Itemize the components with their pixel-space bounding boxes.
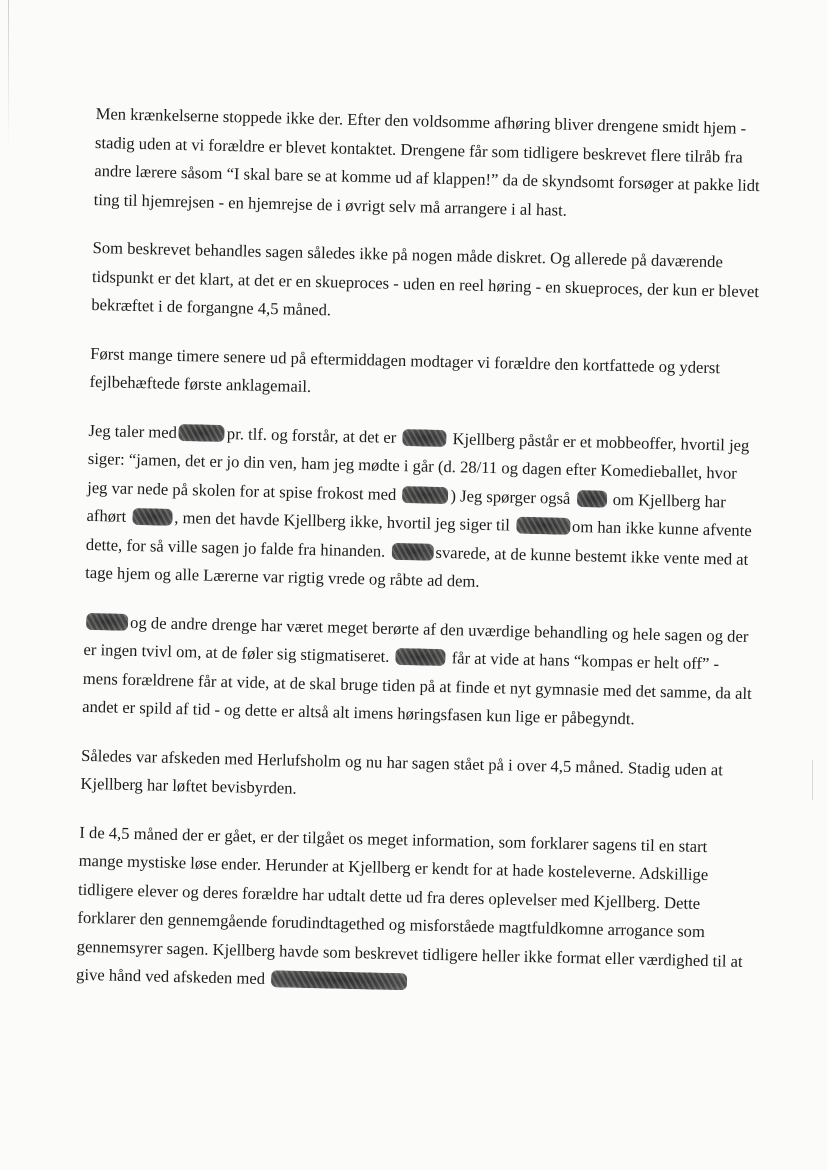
- redaction-mark: [516, 517, 570, 535]
- paragraph-2: Som beskrevet behandles sagen således ikke på nogen måde diskret. Og allerede på daværende tidspunkt er det klart, at det er en skueproces - uden en reel høring - en skueproces, der kun er blevet bekræftet i de forgangne 4,5 måned.: [91, 237, 760, 320]
- paragraph-5: [82, 607, 754, 736]
- redaction-mark: [395, 648, 445, 666]
- p4-text-7: om han ikke kunne afvente dette, for så ville sagen jo falde fra hinanden.: [85, 516, 752, 561]
- redaction-mark: [271, 970, 407, 990]
- p5-text-2: får at vide at hans “kompas er helt off” - mens forældrene får at vide, at de skal bruge tiden på at finde et nyt gymnasie med det samme, da alt andet er spild af tid - og dette er altså alt imens høringsfasen kun lige er påbegyndt.: [82, 648, 752, 729]
- paragraph-7: [76, 818, 750, 1004]
- p4-text-5: om Kjellberg har afhørt: [86, 489, 726, 526]
- p4-text-1: Jeg taler med: [88, 420, 178, 442]
- redaction-mark: [391, 542, 433, 560]
- p7-text: I de 4,5 måned der er gået, er der tilgået os meget information, som forklarer sagens til en start mange mystiske løse ender. Herunder at Kjellberg er kendt for at hade kosteleverne. Adskillige tidligere elever og deres forældre har udtalt dette ud fra deres oplevelser med Kjellberg. Dette forklarer den gennemgående forudindtagethed og misforståede magtfuldkomne arrogance som gennemsyrer sagen. Kjellberg havde som beskrevet tidligere heller ikke format eller værdighed til at give hånd ved afskeden med: [75, 822, 743, 989]
- p4-text-4: ) Jeg spørger også: [450, 485, 571, 508]
- redaction-mark: [179, 423, 225, 441]
- scan-edge-mark: [812, 760, 813, 800]
- scan-edge-shadow: [8, 0, 9, 150]
- redaction-mark: [402, 429, 446, 447]
- p4-text-3: Kjellberg påstår er et mobbeoffer, hvortil jeg siger: “jamen, det er jo din ven, ham jeg mødte i går (d. 28/11 og dagen efter Komedieballet, hvor jeg var nede på skolen for at spise frokost med: [87, 428, 750, 504]
- p4-text-2: pr. tlf. og forstår, at det er: [226, 423, 397, 447]
- redaction-mark: [86, 612, 128, 630]
- paragraph-6: Således var afskeden med Herlufsholm og nu har sagen stået på i over 4,5 måned. Stadig uden at Kjellberg har løftet bevisbyrden.: [80, 745, 724, 798]
- redaction-mark: [132, 508, 172, 526]
- paragraph-4: [85, 416, 759, 602]
- p5-text-1: og de andre drenge har været meget berørte af den uværdige behandling og hele sagen og der er ingen tvivl om, at de føler sig stigmatiseret.: [83, 612, 749, 666]
- paragraph-3: Først mange timere senere ud på eftermiddagen modtager vi forældre den kortfattede og yderst fejlbehæftede første anklagemail.: [89, 343, 721, 396]
- p4-text-6: , men det havde Kjellberg ikke, hvortil jeg siger til: [174, 507, 511, 535]
- p4-text-8: svarede, at de kunne bestemt ikke vente med at tage hjem og alle Lærerne var rigtig vrede og råbte ad dem.: [85, 542, 749, 591]
- redaction-mark: [402, 486, 448, 504]
- document-body: [75, 100, 765, 1024]
- paragraph-1: Men krænkelserne stoppede ikke der. Efter den voldsomme afhøring bliver drengene smidt hjem - stadig uden at vi forældre er blevet kontaktet. Drengene får som tidligere beskrevet flere tilråb fra andre lærere såsom “I skal bare se at komme ud af klappen!” da de skyndsomt forsøger at pakke lidt ting til hjemrejsen - en hjemrejse de i øvrigt selv må arrangere i al hast.: [93, 103, 760, 220]
- redaction-mark: [576, 490, 606, 508]
